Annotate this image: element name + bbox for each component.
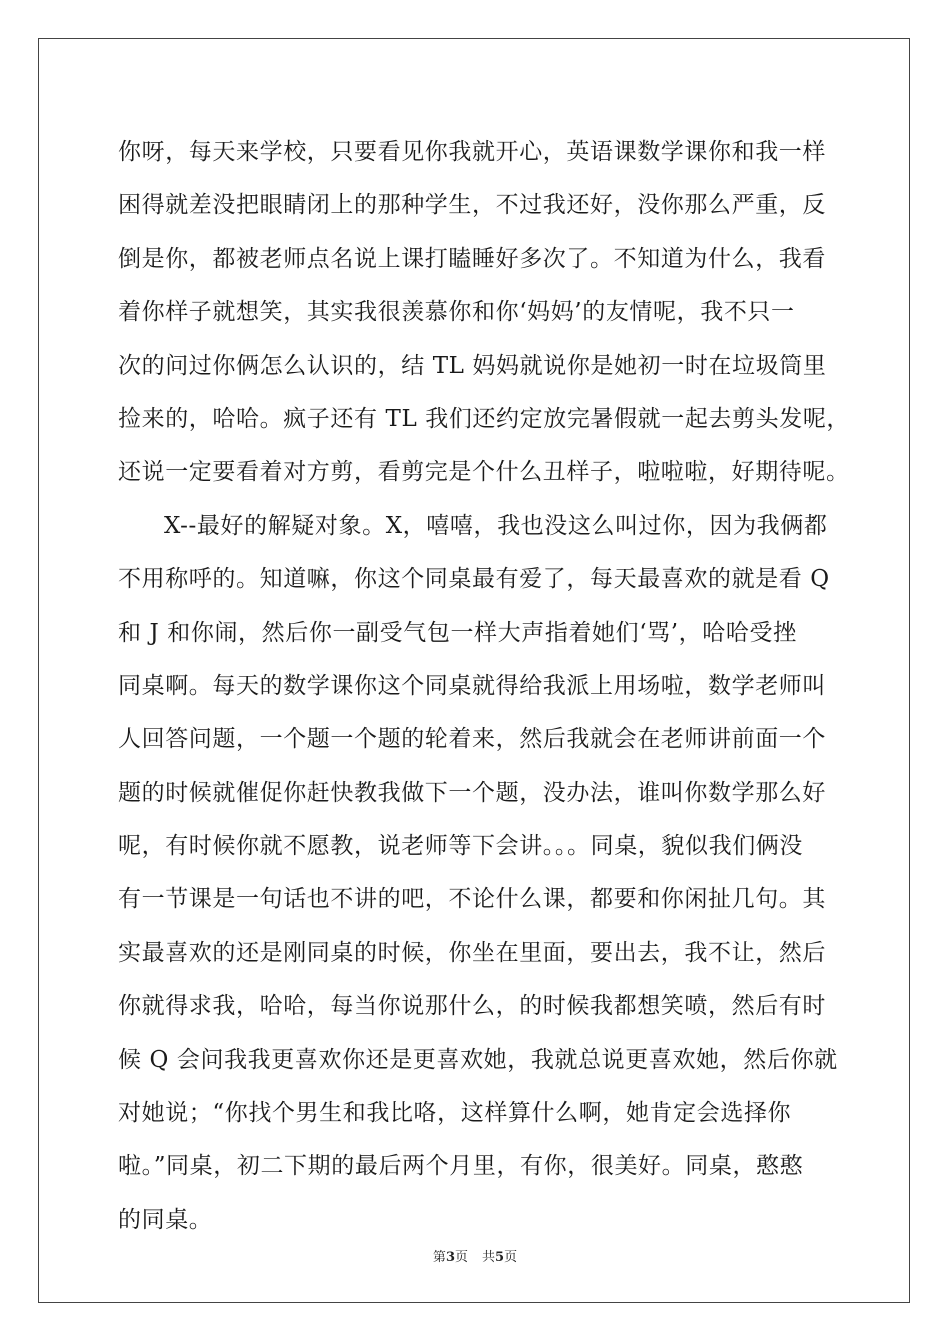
text-line: 你就得求我，哈哈，每当你说那什么，的时候我都想笑喷，然后有时 — [118, 993, 826, 1020]
total-label-prefix: 共 — [482, 1250, 496, 1265]
text-line: 和 J 和你闹，然后你一副受气包一样大声指着她们‘骂’，哈哈受挫 — [118, 619, 797, 646]
text-line: 着你样子就想笑，其实我很羡慕你和你‘妈妈’的友情呢，我不只一 — [118, 299, 795, 326]
text-line: 还说一定要看着对方剪，看剪完是个什么丑样子，啦啦啦，好期待呢。 — [118, 459, 850, 486]
page-label-prefix: 第 — [432, 1250, 446, 1265]
text-line: 不用称呼的。知道嘛，你这个同桌最有爱了，每天最喜欢的就是看 Q — [118, 566, 830, 593]
text-line: 候 Q 会问我我更喜欢你还是更喜欢她，我就总说更喜欢她，然后你就 — [118, 1046, 838, 1073]
text-line: 啦。”同桌，初二下期的最后两个月里，有你，很美好。同桌，憨憨 — [118, 1153, 804, 1180]
page-footer — [0, 1246, 950, 1265]
text-line: 对她说；“你找个男生和我比咯，这样算什么啊，她肯定会选择你 — [118, 1100, 792, 1127]
text-line: 实最喜欢的还是刚同桌的时候，你坐在里面，要出去，我不让，然后 — [118, 939, 826, 966]
text-line: 的同桌。 — [118, 1206, 213, 1233]
text-line: 题的时候就催促你赶快教我做下一个题，没办法，谁叫你数学那么好 — [118, 779, 826, 806]
text-line: 人回答问题，一个题一个题的轮着来，然后我就会在老师讲前面一个 — [118, 726, 826, 753]
current-page-number: 3 — [445, 1250, 455, 1265]
text-line: 同桌啊。每天的数学课你这个同桌就得给我派上用场啦，数学老师叫 — [118, 672, 826, 699]
text-line: 你呀，每天来学校，只要看见你我就开心，英语课数学课你和我一样 — [118, 139, 826, 165]
paragraph-start-line: X--最好的解疑对象。X，嘻嘻，我也没这么叫过你，因为我俩都 — [164, 512, 828, 539]
total-page-number: 5 — [495, 1250, 505, 1265]
total-label-suffix: 页 — [504, 1250, 518, 1265]
text-line: 困得就差没把眼睛闭上的那种学生，不过我还好，没你那么严重，反 — [118, 192, 826, 219]
document-body — [118, 126, 851, 1247]
text-line: 捡来的，哈哈。疯子还有 TL 我们还约定放完暑假就一起去剪头发呢， — [118, 405, 851, 432]
page-label-suffix: 页 — [454, 1250, 468, 1265]
text-line: 呢，有时候你就不愿教，说老师等下会讲。。。同桌，貌似我们俩没 — [118, 833, 803, 860]
text-line: 倒是你，都被老师点名说上课打瞌睡好多次了。不知道为什么，我看 — [118, 245, 826, 272]
text-line: 有一节课是一句话也不讲的吧，不论什么课，都要和你闲扯几句。其 — [118, 886, 826, 913]
text-line: 次的问过你俩怎么认识的，结 TL 妈妈就说你是她初一时在垃圾筒里 — [118, 352, 827, 379]
